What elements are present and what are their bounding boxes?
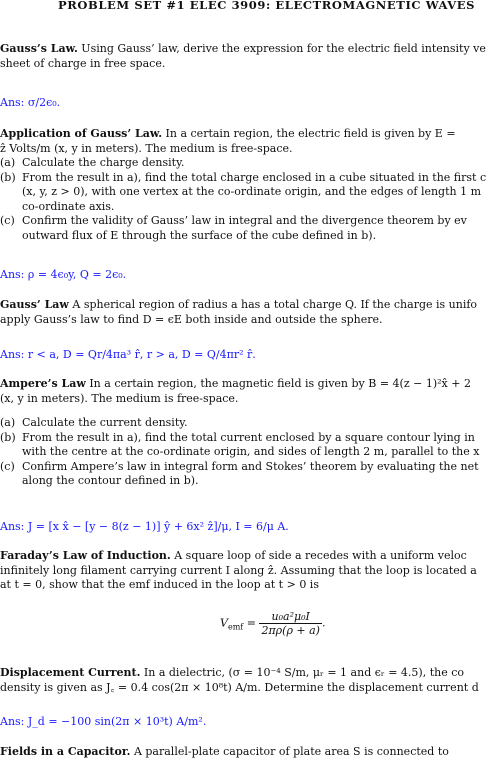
problem-text: A spherical region of radius a has a total charge Q. If the charge is unifo — [68, 298, 478, 311]
answer: Ans: J_d = −100 sin(2π × 10³t) A/m². — [0, 715, 207, 728]
answer: Ans: r < a, D = Qr/4πa³ r̂, r > a, D = Q/4πr² r̂. — [0, 348, 256, 361]
equation-subscript: emf — [227, 622, 244, 632]
problem-gauss-law — [0, 42, 494, 71]
problem-title: Displacement Current. — [0, 666, 141, 679]
equation-fraction — [259, 610, 322, 637]
problem-title: Fields in a Capacitor. — [0, 745, 131, 758]
problem-text: sheet of charge in free space. — [0, 56, 166, 70]
problem-text: In a certain region, the magnetic field is given by B = 4(z − 1)²x̂ + 2 — [85, 377, 471, 390]
problem-capacitor-fields — [0, 745, 494, 758]
problem-text: at t = 0, show that the emf induced in the loop at t > 0 is — [0, 578, 319, 591]
answer: Ans: σ/2ϵ₀. — [0, 96, 61, 109]
problem-text: infinitely long filament carrying current I along ẑ. Assuming that the loop is located a — [0, 563, 477, 577]
sub-question: (a) Calculate the charge density. — [0, 156, 185, 169]
problem-text: Using Gauss’ law, derive the expression for the electric field intensity ve — [77, 42, 486, 55]
problem-title: Faraday’s Law of Induction. — [0, 549, 171, 562]
equation-numerator: u₀a²μ₀I — [259, 610, 322, 624]
problem-application-gauss — [0, 127, 494, 243]
problem-title: Ampere’s Law — [0, 377, 86, 390]
problem-text: (x, y in meters). The medium is free-space. — [0, 391, 239, 405]
problem-text: In a certain region, the electric field is given by E = — [162, 127, 456, 140]
problem-text: In a dielectric, (σ = 10⁻⁴ S/m, μᵣ = 1 and ϵᵣ = 4.5), the co — [140, 666, 464, 679]
problem-text: ẑ Volts/m (x, y in meters). The medium is free-space. — [0, 141, 293, 155]
problem-displacement-current — [0, 666, 494, 695]
sub-question: (b) From the result in a), find the total current enclosed by a square contour lying in with the centre at the co-ordinate origin, and sides of length 2 m, parallel to the x — [0, 430, 480, 458]
sub-question: (c) Confirm the validity of Gauss’ law in integral and the divergence theorem by ev outward flux of E through the surface of the cube defined in b). — [0, 214, 467, 242]
sub-question-list — [0, 156, 494, 243]
sub-question: (c) Confirm Ampere’s law in integral form and Stokes’ theorem by evaluating the net along the contour defined in b). — [0, 459, 479, 487]
problem-ampere-law — [0, 377, 494, 489]
problem-text: A parallel-plate capacitor of plate area S is connected to — [130, 745, 449, 758]
problem-text: A square loop of side a recedes with a uniform veloc — [170, 549, 467, 562]
equation-denominator: 2πρ(ρ + a) — [261, 624, 320, 637]
sub-question-list — [0, 416, 494, 489]
problem-text: apply Gauss’s law to find D = ϵE both inside and outside the sphere. — [0, 312, 383, 326]
answer: Ans: ρ = 4ϵ₀y, Q = 2ϵ₀. — [0, 268, 127, 281]
problem-title: Gauss’ Law — [0, 298, 69, 311]
problem-faraday-law — [0, 549, 494, 593]
equation-lhs: V — [220, 616, 228, 630]
sub-question: (a) Calculate the current density. — [0, 416, 188, 429]
problem-gauss-sphere — [0, 298, 494, 327]
problem-title: Gauss’s Law. — [0, 42, 78, 55]
problem-title: Application of Gauss’ Law. — [0, 127, 163, 140]
page-header: PROBLEM SET #1 ELEC 3909: ELECTROMAGNETIC WAVES — [58, 0, 476, 12]
sub-question: (b) From the result in a), find the total charge enclosed in a cube situated in the first c (x, y, z > 0), with one vertex at the co-ordinate origin, and the edges of length 1 m co-ordinate axis. — [0, 170, 487, 213]
problem-text: density is given as J꜀ = 0.4 cos(2π × 10⁸t) A/m. Determine the displacement current d — [0, 680, 479, 694]
emf-equation: $V_{emf}$ = $\frac{\text{u₀a²μ₀I}}{2\pi\rho(\rho + a)}$ . — [220, 610, 326, 637]
answer: Ans: J = [x x̂ − [y − 8(z − 1)] ŷ + 6x² ẑ]/μ, I = 6/μ A. — [0, 520, 289, 533]
